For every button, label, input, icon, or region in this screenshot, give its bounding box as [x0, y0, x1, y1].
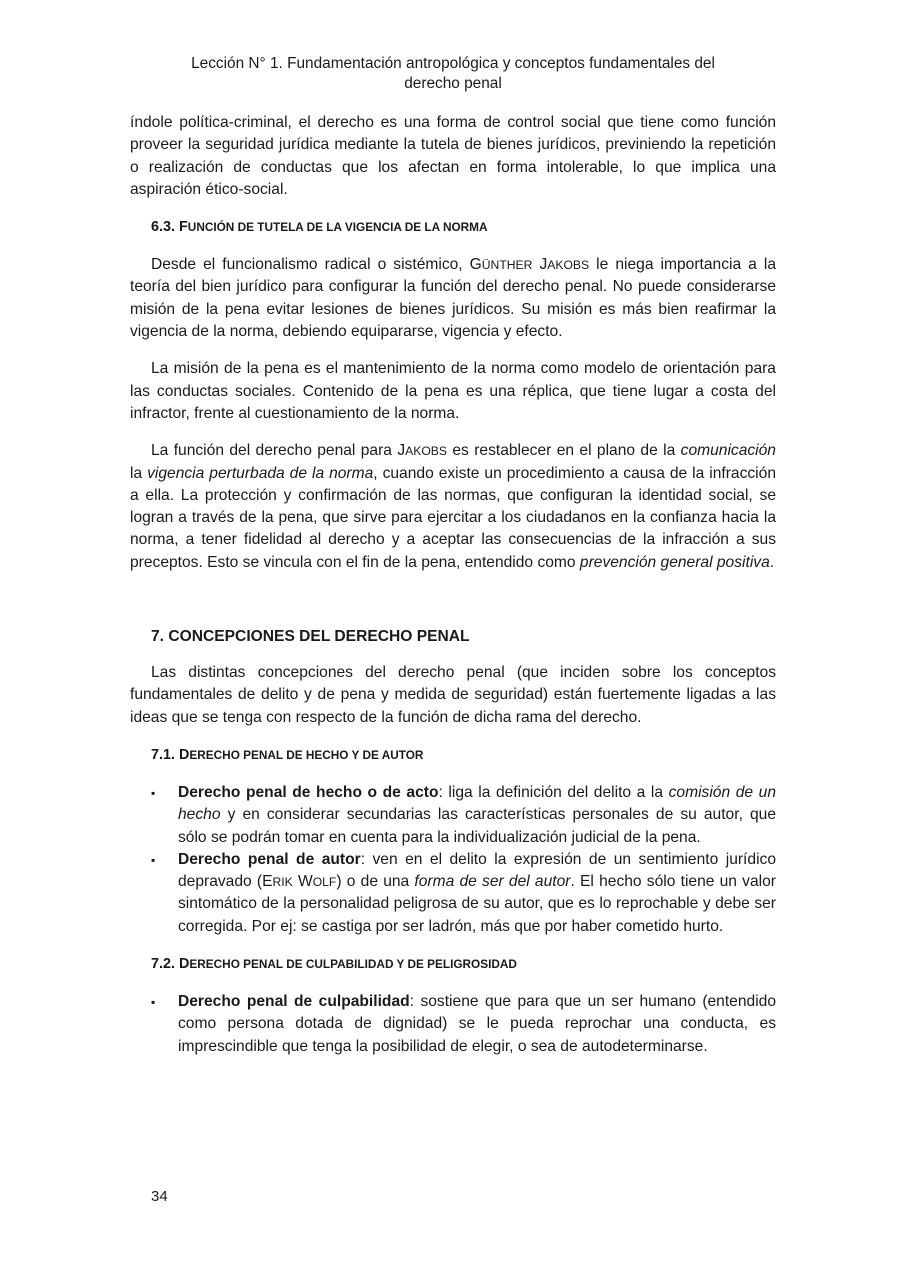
running-header: [0, 54, 906, 93]
author-smallcaps: RIK: [272, 875, 293, 890]
section-6-3-heading: [130, 216, 776, 238]
section-7-2-heading: [130, 953, 776, 975]
italic-text: prevención general positiva: [579, 553, 770, 571]
text: ) o de una: [336, 873, 415, 891]
text: le niega importancia a la teoría del bien jurídico para configurar la función del derecho penal. No puede considerarse misión de la pena evitar lesiones de bienes jurídicos. Su misión es más bien reafirmar la vigencia de la norma, debiendo equipararse, vigencia y efecto.: [130, 256, 776, 341]
author-smallcaps: AKOBS: [547, 258, 590, 273]
text: la: [130, 464, 148, 482]
bold-term: Derecho penal de hecho o de acto: [178, 783, 439, 801]
bold-term: Derecho penal de autor: [178, 850, 361, 868]
section-7-heading: 7. CONCEPCIONES DEL DERECHO PENAL: [151, 628, 470, 646]
italic-text: comisión de un hecho: [178, 783, 776, 824]
italic-text: forma de ser del autor: [414, 873, 571, 891]
text: y en considerar secundarias las características personales de su autor, que sólo se podrán tomar en cuenta para la individualización judicial de la pena.: [178, 806, 776, 846]
heading-text: ERECHO PENAL DE CULPABILIDAD Y DE PELIGROSIDAD: [189, 957, 517, 972]
text: : sostiene que para que un ser humano (entendido como persona dotada de dignidad) se le pueda reprochar una conducta, es imprescindible que tenga la posibilidad de elegir, o sea de autodeterminarse.: [178, 993, 777, 1055]
page-body: [130, 112, 776, 1058]
square-bullet-icon: ▪: [151, 852, 156, 867]
italic-text: vigencia perturbada de la norma: [147, 464, 374, 482]
paragraph-6-3-a: [130, 254, 776, 343]
header-line-1: Lección N° 1. Fundamentación antropológica y conceptos fundamentales del: [191, 55, 715, 72]
paragraph-6-3-b: La misión de la pena es el mantenimiento de la norma como modelo de orientación para las conductas sociales. Contenido de la pena es una réplica, que tiene lugar a costa del infractor, frente al cuestionamiento de la norma.: [130, 360, 776, 422]
text: , cuando existe un procedimiento a causa de la infracción a ella. La protección y confirmación de las normas, que configuran la identidad social, se logran a través de la pena, que sirve para ejercitar a los ciudadanos en la confianza hacia la norma, a tener fidelidad al derecho y a aceptar las consecuencias de la infracción a sus preceptos. Esto se vincula con el fin de la pena, entendido como: [130, 464, 776, 571]
square-bullet-icon: ▪: [151, 785, 156, 800]
heading-number: 6.3. F: [151, 219, 188, 236]
text: : liga la definición del delito a la: [438, 783, 669, 801]
text: Desde el funcionalismo radical o sistémico, G: [151, 256, 482, 274]
text: . El hecho sólo tiene un valor sintomático de la personalidad peligrosa de su autor, que es lo reprochable y debe ser corregida. Por ej: se castiga por ser ladrón, más que por haber cometido hurto.: [178, 873, 776, 935]
bullet-list-7-1: [130, 782, 776, 938]
author-smallcaps: OLF: [312, 875, 337, 890]
list-item: [130, 849, 776, 938]
heading-text: ERECHO PENAL DE HECHO Y DE AUTOR: [189, 747, 424, 762]
heading-text: UNCIÓN DE TUTELA DE LA VIGENCIA DE LA NORMA: [187, 220, 488, 235]
list-item: [130, 782, 776, 849]
square-bullet-icon: ▪: [151, 995, 156, 1010]
header-line-2: derecho penal: [404, 74, 502, 92]
heading-number: 7.2. D: [151, 956, 190, 973]
author-smallcaps: AKOBS: [405, 444, 448, 459]
paragraph-6-3-c: [130, 440, 776, 574]
author-smallcaps: ÜNTHER: [481, 258, 533, 273]
paragraph-7: Las distintas concepciones del derecho penal (que inciden sobre los conceptos fundamentales de delito y de pena y medida de seguridad) están fuertemente ligadas a las ideas que se tenga con respecto de la función de dicha rama del derecho.: [130, 664, 776, 726]
text: La función del derecho penal para J: [151, 442, 406, 460]
bold-term: Derecho penal de culpabilidad: [178, 993, 410, 1011]
italic-text: comunicación: [680, 442, 776, 460]
text: W: [292, 873, 313, 891]
list-item: [130, 991, 776, 1058]
section-7-1-heading: [130, 744, 776, 766]
text: .: [769, 553, 775, 571]
text: es restablecer en el plano de la: [447, 442, 681, 460]
bullet-list-7-2: [130, 991, 776, 1058]
text: J: [532, 256, 548, 274]
page-number: 34: [151, 1188, 168, 1205]
heading-number: 7.1. D: [151, 746, 190, 763]
paragraph-intro: índole política-criminal, el derecho es una forma de control social que tiene como función proveer la seguridad jurídica mediante la tutela de bienes jurídicos, previniendo la repetición o realización de conductas que los afectan en forma intolerable, lo que implica una aspiración ético-social.: [130, 114, 776, 198]
text: : ven en el delito la expresión de un sentimiento jurídico depravado (E: [178, 850, 777, 891]
